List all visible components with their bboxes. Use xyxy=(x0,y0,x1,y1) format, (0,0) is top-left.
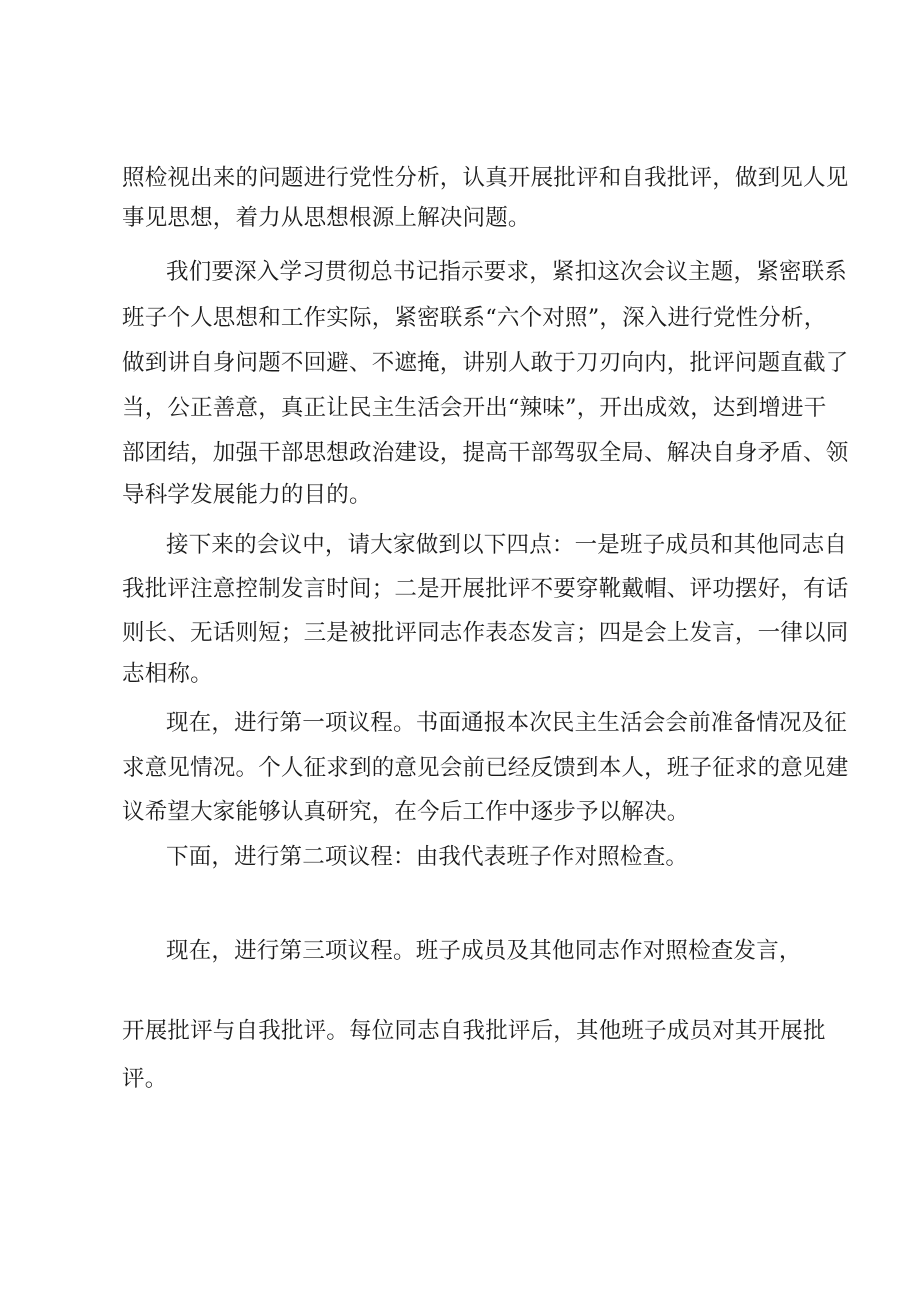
text-line: 当，公正善意，真正让民主生活会开出“辣味”，开出成效，达到增进干 xyxy=(122,395,827,421)
text-line: 导科学发展能力的目的。 xyxy=(122,482,372,508)
text-line: 评。 xyxy=(122,1066,168,1092)
text-line: 照检视出来的问题进行党性分析，认真开展批评和自我批评，做到见人见 xyxy=(122,165,849,191)
text-line: 则长、无话则短；三是被批评同志作表态发言；四是会上发言，一律以同 xyxy=(122,620,849,646)
text-line: 议希望大家能够认真研究，在今后工作中逐步予以解决。 xyxy=(122,799,690,825)
paragraph-first-line: 下面，进行第二项议程：由我代表班子作对照检查。 xyxy=(166,844,689,870)
text-line: 开展批评与自我批评。每位同志自我批评后，其他班子成员对其开展批 xyxy=(122,1018,826,1044)
paragraph-first-line: 接下来的会议中，请大家做到以下四点：一是班子成员和其他同志自 xyxy=(166,532,848,558)
paragraph-first-line: 现在，进行第三项议程。班子成员及其他同志作对照检查发言， xyxy=(166,938,802,964)
paragraph-first-line: 我们要深入学习贯彻总书记指示要求，紧扣这次会议主题，紧密联系 xyxy=(166,259,848,285)
text-line: 班子个人思想和工作实际，紧密联系“六个对照”，深入进行党性分析， xyxy=(122,305,827,331)
text-line: 事见思想，着力从思想根源上解决问题。 xyxy=(122,205,531,231)
paragraph-first-line: 现在，进行第一项议程。书面通报本次民主生活会会前准备情况及征 xyxy=(166,710,848,736)
text-line: 做到讲自身问题不回避、不遮掩，讲别人敢于刀刃向内，批评问题直截了 xyxy=(122,350,849,376)
text-line: 志相称。 xyxy=(122,661,213,687)
text-line: 求意见情况。个人征求到的意见会前已经反馈到本人，班子征求的意见建 xyxy=(122,755,849,781)
text-line: 部团结，加强干部思想政治建设，提高干部驾驭全局、解决自身矛盾、领 xyxy=(122,440,849,466)
text-line: 我批评注意控制发言时间；二是开展批评不要穿靴戴帽、评功摆好，有话 xyxy=(122,576,849,602)
